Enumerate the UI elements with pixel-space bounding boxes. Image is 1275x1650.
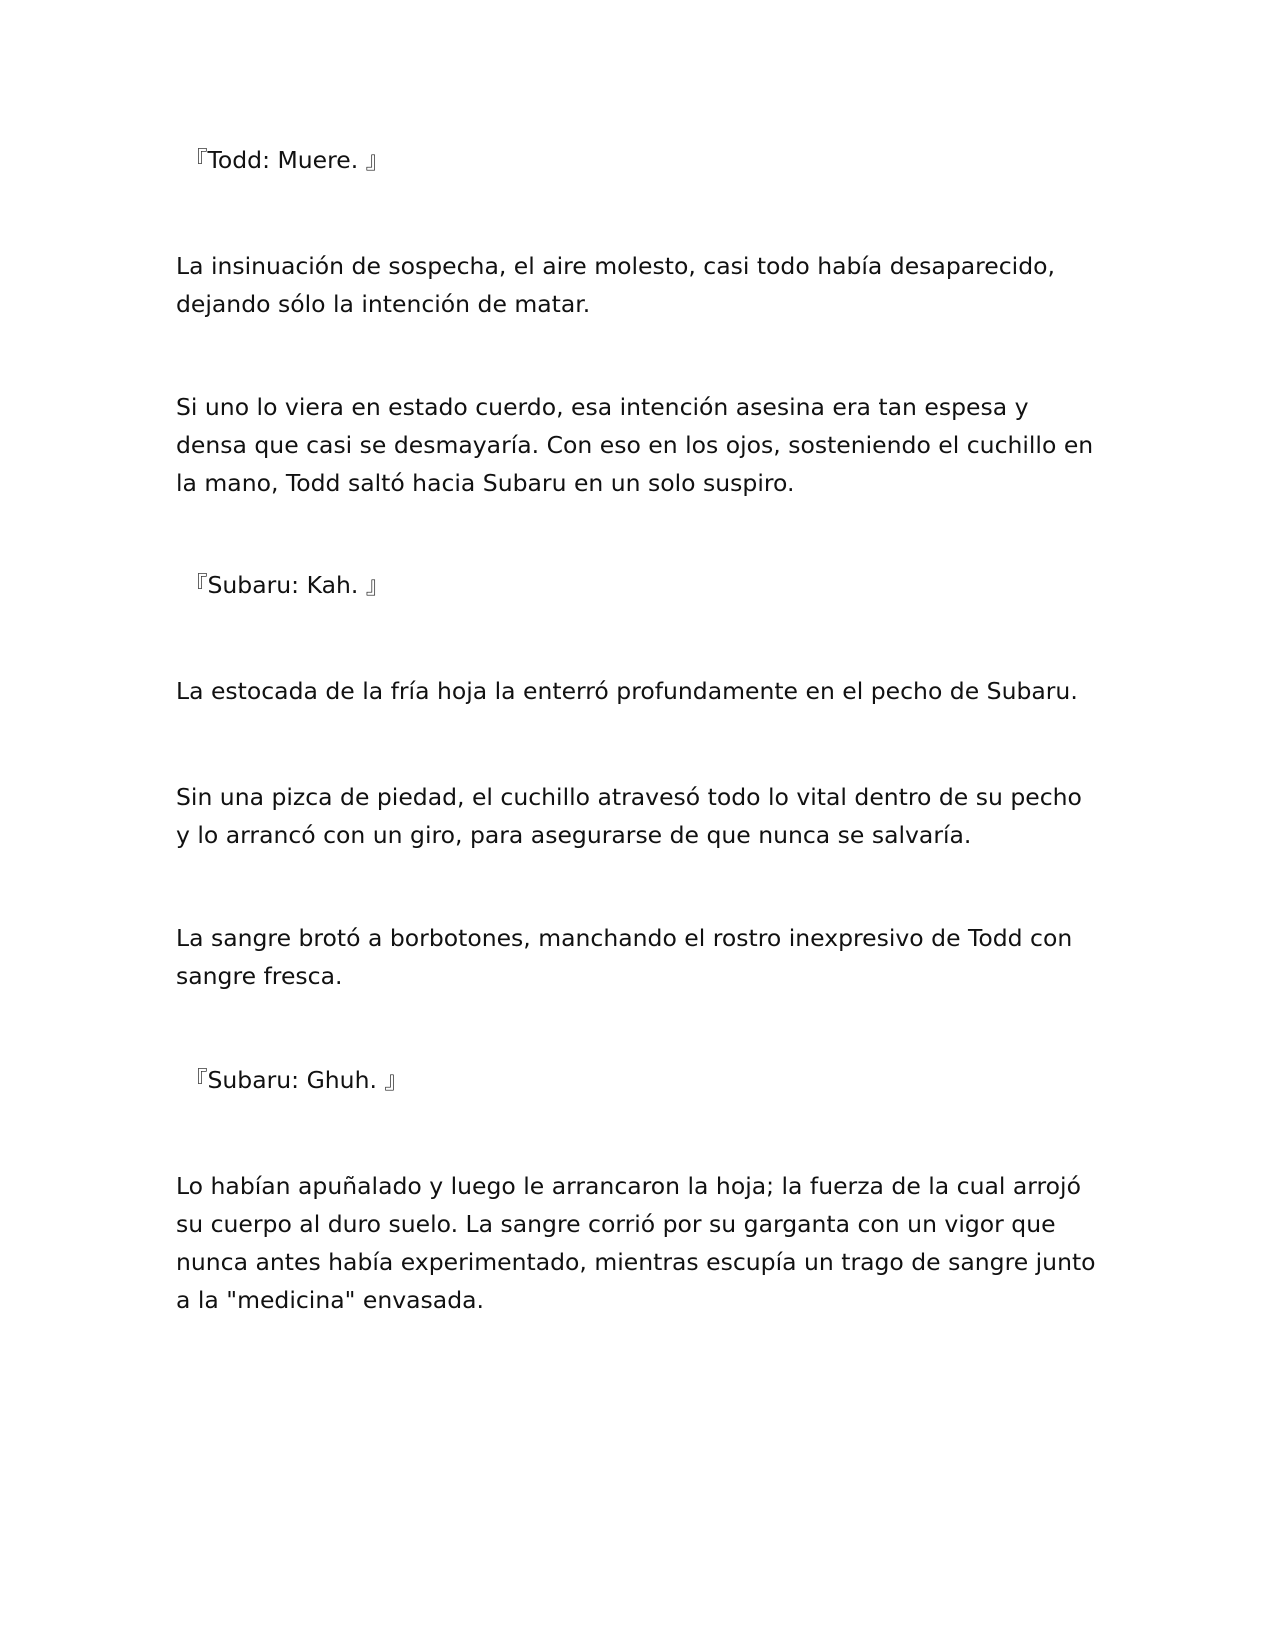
text-line: Si uno lo viera en estado cuerdo, esa intención asesina era tan espesa y: [176, 393, 1029, 421]
text-line: La insinuación de sospecha, el aire molesto, casi todo había desaparecido,: [176, 252, 1055, 280]
text-line: sangre fresca.: [176, 962, 343, 990]
text-line: 『Todd: Muere. 』: [184, 146, 390, 174]
text-line: La sangre brotó a borbotones, manchando el rostro inexpresivo de Todd con: [176, 924, 1073, 952]
text-line: la mano, Todd saltó hacia Subaru en un solo suspiro.: [176, 469, 795, 497]
text-line: 『Subaru: Kah. 』: [184, 571, 390, 599]
paragraph-intencion-asesina: [176, 388, 1106, 502]
text-line: dejando sólo la intención de matar.: [176, 290, 591, 318]
dialogue-subaru-kah: [184, 566, 1114, 604]
paragraph-insinuacion: [176, 247, 1106, 323]
paragraph-estocada: [176, 672, 1106, 710]
text-line: La estocada de la fría hoja la enterró profundamente en el pecho de Subaru.: [176, 677, 1078, 705]
text-line: y lo arrancó con un giro, para asegurarse de que nunca se salvaría.: [176, 821, 972, 849]
text-line: densa que casi se desmayaría. Con eso en los ojos, sosteniendo el cuchillo en: [176, 431, 1094, 459]
text-line: 『Subaru: Ghuh. 』: [184, 1066, 408, 1094]
dialogue-subaru-ghuh: [184, 1061, 1114, 1099]
text-line: Sin una pizca de piedad, el cuchillo atravesó todo lo vital dentro de su pecho: [176, 783, 1082, 811]
paragraph-sangre-broto: [176, 919, 1106, 995]
text-line: a la "medicina" envasada.: [176, 1286, 484, 1314]
text-line: su cuerpo al duro suelo. La sangre corrió por su garganta con un vigor que: [176, 1210, 1056, 1238]
paragraph-sin-piedad: [176, 778, 1106, 854]
dialogue-todd-muere: [184, 141, 1114, 179]
text-line: Lo habían apuñalado y luego le arrancaron la hoja; la fuerza de la cual arrojó: [176, 1172, 1081, 1200]
text-line: nunca antes había experimentado, mientras escupía un trago de sangre junto: [176, 1248, 1096, 1276]
paragraph-apunalado: [176, 1167, 1106, 1319]
